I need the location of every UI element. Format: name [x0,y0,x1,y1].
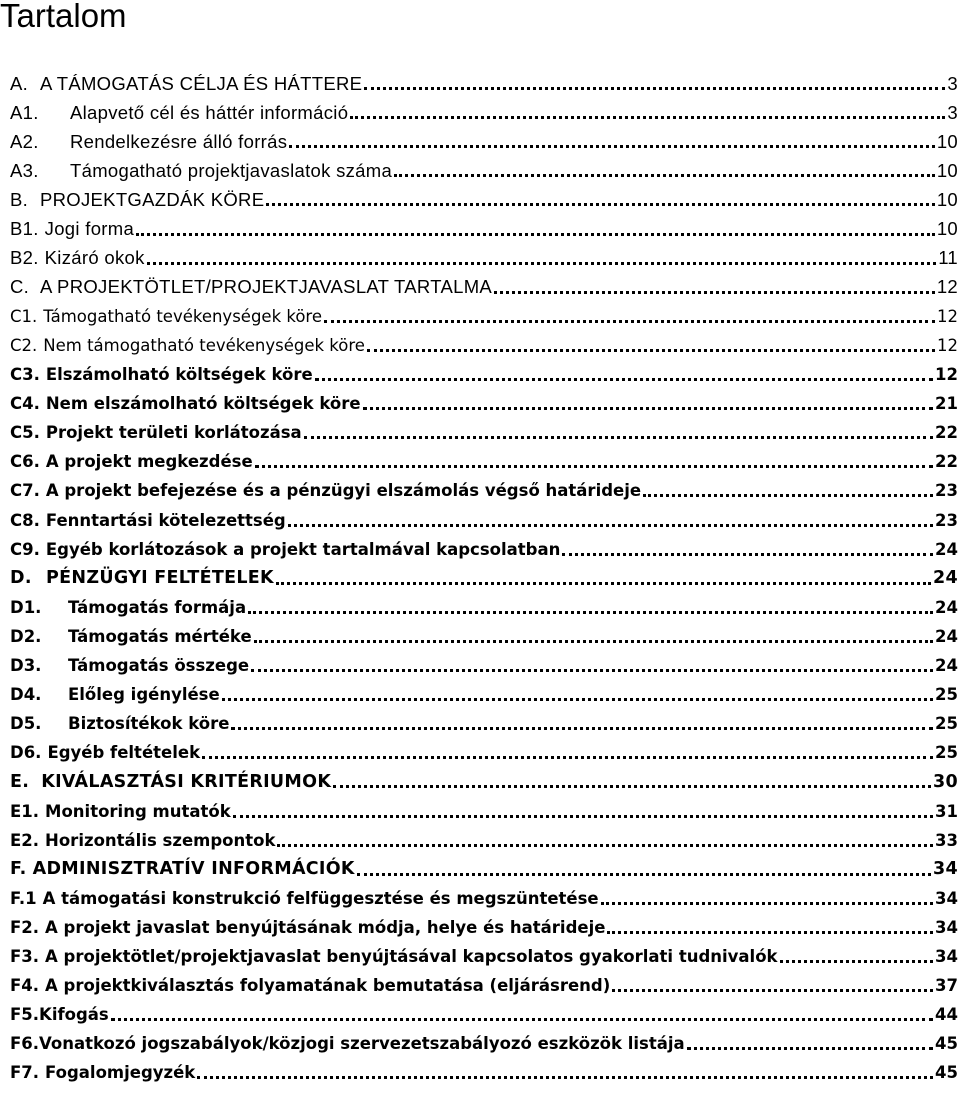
toc-leader-dots [266,203,934,206]
toc-entry-text [10,772,331,792]
toc-leader-dots [254,640,933,643]
toc-entry-title: Támogatás mértéke [68,626,252,646]
toc-entry-number: F.1 [10,888,37,908]
toc-leader-dots [367,349,935,352]
toc-entry-title: Biztosítékok köre [68,714,230,734]
toc-leader-dots [357,873,931,876]
toc-entry-page-number: 25 [935,685,958,705]
toc-entry[interactable] [10,797,960,826]
toc-entry-page-number: 12 [937,306,958,326]
toc-entry[interactable] [10,273,960,302]
toc-entry-page-number: 12 [937,335,958,355]
toc-entry[interactable] [10,855,960,884]
toc-leader-dots [277,844,933,847]
toc-entry-page-number: 12 [936,276,958,298]
toc-entry-text [10,743,200,762]
toc-entry-title: Rendelkezésre álló forrás [70,130,288,152]
toc-entry[interactable] [10,884,960,913]
toc-entry[interactable] [10,302,960,331]
toc-entry-text [10,976,610,995]
toc-leader-dots [233,815,933,818]
toc-entry-number: C8. [10,510,40,530]
toc-entry-text [10,307,322,326]
toc-entry-number: C7. [10,481,40,501]
toc-entry-page-number: 30 [933,771,958,792]
toc-entry-text [10,218,134,240]
toc-entry-number: A3. [10,159,39,181]
toc-entry[interactable] [10,826,960,855]
toc-entry[interactable] [10,69,960,98]
toc-entry-text [10,365,313,384]
toc-leader-dots [248,611,933,614]
toc-entry-title: Támogatható projektjavaslatok száma [70,159,393,181]
toc-entry-page-number: 11 [938,247,958,269]
toc-leader-dots [276,582,931,585]
toc-entry[interactable] [10,185,960,214]
toc-entry-text [10,511,286,530]
toc-entry[interactable] [10,738,960,767]
toc-leader-dots [643,494,933,497]
toc-entry-number: D5. [10,714,42,734]
toc-entry-text [10,247,145,269]
toc-entry-text [10,1005,109,1024]
toc-entry-page-number: 45 [935,1063,958,1083]
toc-entry-text [10,481,641,500]
toc-entry-title: A PROJEKTÖTLET/PROJEKTJAVASLAT TARTALMA [40,276,493,298]
toc-entry-title: Támogatás formája [68,597,247,617]
toc-entry-title: Fogalomjegyzék [45,1063,196,1083]
toc-leader-dots [363,407,933,410]
toc-entry-page-number: 44 [935,1005,958,1025]
toc-entry-page-number: 33 [935,830,958,850]
toc-entry-page-number: 24 [935,656,958,675]
toc-entry-title: A projekt befejezése és a pénzügyi elszámolás végső határideje [45,481,642,501]
toc-entry-text [10,656,249,675]
toc-entry-title: PÉNZÜGYI FELTÉTELEK [46,568,274,589]
toc-leader-dots [255,465,933,468]
toc-entry-text [10,802,231,821]
toc-entry-number: E. [10,771,30,792]
toc-leader-dots [251,669,933,672]
toc-entry[interactable] [10,389,960,418]
toc-leader-dots [607,931,933,934]
toc-entry[interactable] [10,913,960,942]
toc-entry-title: Monitoring mutatók [45,801,231,821]
toc-entry-title: PROJEKTGAZDÁK KÖRE [40,188,265,210]
toc-leader-dots [601,902,933,905]
toc-entry-page-number: 12 [935,365,958,384]
toc-entry-title: A projekt javaslat benyújtásának módja, helye és határideje [45,917,606,937]
toc-entry-page-number: 24 [935,539,958,559]
toc-leader-dots [289,145,935,148]
toc-entry-text [10,452,253,471]
toc-entry-page-number: 10 [936,130,958,152]
toc-entry-text [10,131,287,153]
toc-entry-page-number: 31 [935,801,958,821]
toc-entry-title: KIVÁLASZTÁSI KRITÉRIUMOK [41,771,332,792]
toc-entry[interactable] [10,680,960,709]
toc-entry-text [10,889,599,908]
toc-leader-dots [494,291,935,294]
toc-entry-title: A projektkiválasztás folyamatának bemutatása (eljárásrend) [45,976,611,996]
toc-entry-number: F6. [10,1034,40,1054]
toc-entry-title: A támogatási konstrukció felfüggesztése és megszüntetése [42,888,599,908]
toc-entry-text [10,831,275,850]
toc-entry-page-number: 37 [935,976,958,996]
toc-entry-page-number: 24 [935,626,958,646]
toc-entry-text [10,276,492,298]
toc-entry-page-number: 10 [936,218,958,239]
toc-entry[interactable] [10,418,960,447]
toc-entry-title: Jogi forma [44,218,135,239]
toc-entry-title: Projekt területi korlátozása [45,423,302,443]
toc-leader-dots [136,233,935,236]
toc-entry-number: D1. [10,597,42,617]
toc-leader-dots [222,698,933,701]
toc-entry[interactable] [10,535,960,564]
toc-leader-dots [324,320,935,323]
toc-entry[interactable] [10,709,960,738]
toc-entry-number: F4. [10,976,40,996]
toc-entry-text [10,627,252,646]
toc-entry[interactable] [10,506,960,535]
toc-entry-number: D6. [10,743,42,763]
toc-entry-title: Előleg igénylése [68,685,220,705]
toc-entry-page-number: 25 [935,743,958,763]
toc-entry-number: F7. [10,1063,40,1083]
toc-entry-page-number: 34 [933,859,958,880]
toc-entry-title: Egyéb korlátozások a projekt tartalmával kapcsolatban [45,539,561,559]
toc-entry-page-number: 45 [935,1034,958,1054]
toc-leader-dots [288,524,933,527]
toc-entry-text [10,598,246,617]
toc-entry-page-number: 22 [935,423,958,443]
toc-entry-title: Kifogás [39,1005,109,1025]
toc-entry-text [10,160,392,182]
page-title: Tartalom [0,0,127,34]
toc-entry-title: A projekt megkezdése [45,452,253,472]
toc-entry[interactable] [10,622,960,651]
toc-entry-text [10,1063,195,1082]
toc-leader-dots [315,378,933,381]
toc-entry-number: C4. [10,394,40,414]
toc-entry-title: Egyéb feltételek [47,743,201,763]
toc-entry-text [10,918,605,937]
toc-leader-dots [147,262,937,265]
toc-entry-number: A2. [10,130,39,152]
toc-entry-page-number: 34 [935,888,958,908]
toc-entry-text [10,568,274,588]
toc-leader-dots [111,1018,933,1021]
toc-entry[interactable] [10,98,960,127]
toc-entry[interactable] [10,331,960,360]
toc-entry-number: D. [10,568,32,589]
toc-entry-text [10,1034,685,1053]
toc-entry[interactable] [10,1029,960,1058]
toc-entry-number: F. [10,859,27,880]
toc-entry-text [10,947,778,966]
toc-entry-page-number: 23 [935,510,958,530]
toc-entry-title: Vonatkozó jogszabályok/közjogi szervezetszabályozó eszközök listája [39,1034,685,1054]
toc-entry-number: C1. [10,306,38,326]
toc-entry[interactable] [10,564,960,593]
toc-entry-title: Fenntartási kötelezettség [45,510,286,530]
toc-entry-page-number: 3 [947,72,958,94]
toc-leader-dots [612,989,933,992]
toc-entry[interactable] [10,971,960,1000]
toc-entry-text [10,859,355,879]
toc-leader-dots [304,436,933,439]
toc-entry-text [10,102,348,124]
toc-entry[interactable] [10,360,960,389]
toc-entry[interactable] [10,215,960,244]
toc-entry-number: C6. [10,452,40,472]
toc-leader-dots [780,960,934,963]
toc-entry-number: A. [10,72,29,94]
toc-entry-number: F2. [10,917,40,937]
toc-entry-title: Nem támogatható tevékenységek köre [43,335,365,355]
toc-entry-page-number: 10 [936,159,958,181]
toc-entry-page-number: 34 [935,917,958,937]
toc-entry-number: C. [10,276,30,298]
toc-entry-title: Támogatható tevékenységek köre [43,306,323,326]
toc-leader-dots [231,727,933,730]
toc-entry[interactable] [10,476,960,505]
toc-entry-title: Kizáró okok [44,247,145,269]
toc-entry-page-number: 23 [935,481,958,501]
toc-entry-title: Elszámolható költségek köre [45,365,313,384]
toc-entry-number: C9. [10,539,40,559]
toc-entry[interactable] [10,651,960,680]
toc-entry-text [10,189,264,211]
toc-entry[interactable] [10,244,960,273]
toc-entry-page-number: 34 [935,947,958,966]
toc-entry-page-number: 24 [933,568,958,589]
toc-entry-page-number: 24 [935,597,958,617]
toc-entry[interactable] [10,127,960,156]
toc-leader-dots [562,553,933,556]
toc-entry-number: C5. [10,423,40,443]
toc-entry[interactable] [10,447,960,476]
toc-entry-number: D3. [10,656,42,675]
toc-entry-title: A projektötlet/projektjavaslat benyújtásával kapcsolatos gyakorlati tudnivalók [45,947,778,966]
toc-entry-title: Horizontális szempontok [45,830,276,850]
toc-leader-dots [333,785,931,788]
toc-entry-title: Alapvető cél és háttér információ [70,101,349,123]
toc-entry-title: A TÁMOGATÁS CÉLJA ÉS HÁTTERE [40,72,363,94]
toc-entry-text [10,423,302,442]
toc-entry-page-number: 22 [935,452,958,472]
toc-entry[interactable] [10,593,960,622]
toc-entry-number: B1. [10,218,39,239]
toc-entry-text [10,394,361,413]
toc-entry[interactable] [10,1058,960,1087]
toc-entry-number: A1. [10,101,39,123]
toc-leader-dots [197,1076,933,1079]
toc-entry-page-number: 25 [935,714,958,734]
toc-entry-number: E1. [10,801,40,821]
toc-entry-number: B. [10,188,29,210]
toc-entry-text [10,336,365,355]
toc-entry-title: Nem elszámolható költségek köre [45,394,361,414]
toc-entry-number: F3. [10,947,40,966]
toc-entry-number: D2. [10,626,42,646]
toc-entry-number: D4. [10,685,42,705]
toc-leader-dots [350,116,945,119]
toc-entry-page-number: 21 [935,394,958,414]
toc-entry-text [10,540,560,559]
toc-entry-number: C2. [10,335,38,355]
toc-leader-dots [687,1047,933,1050]
toc-entry-page-number: 10 [936,188,958,210]
toc-entry-title: Támogatás összege [68,656,250,675]
toc-entry-number: F5. [10,1005,40,1025]
toc-entry-number: B2. [10,247,39,269]
toc-leader-dots [202,756,933,759]
toc-entry-page-number: 3 [947,101,958,123]
toc-entry[interactable] [10,1000,960,1029]
toc-entry-text [10,73,362,95]
toc-entry[interactable] [10,942,960,971]
toc-entry[interactable] [10,156,960,185]
toc-leader-dots [394,174,935,177]
toc-entry[interactable] [10,767,960,796]
toc-entry-text [10,714,229,733]
toc-entry-number: C3. [10,365,40,384]
toc-entry-number: E2. [10,830,40,850]
toc-entry-text [10,685,220,704]
toc-entry-title: ADMINISZTRATÍV INFORMÁCIÓK [32,859,355,880]
toc-leader-dots [364,87,945,90]
